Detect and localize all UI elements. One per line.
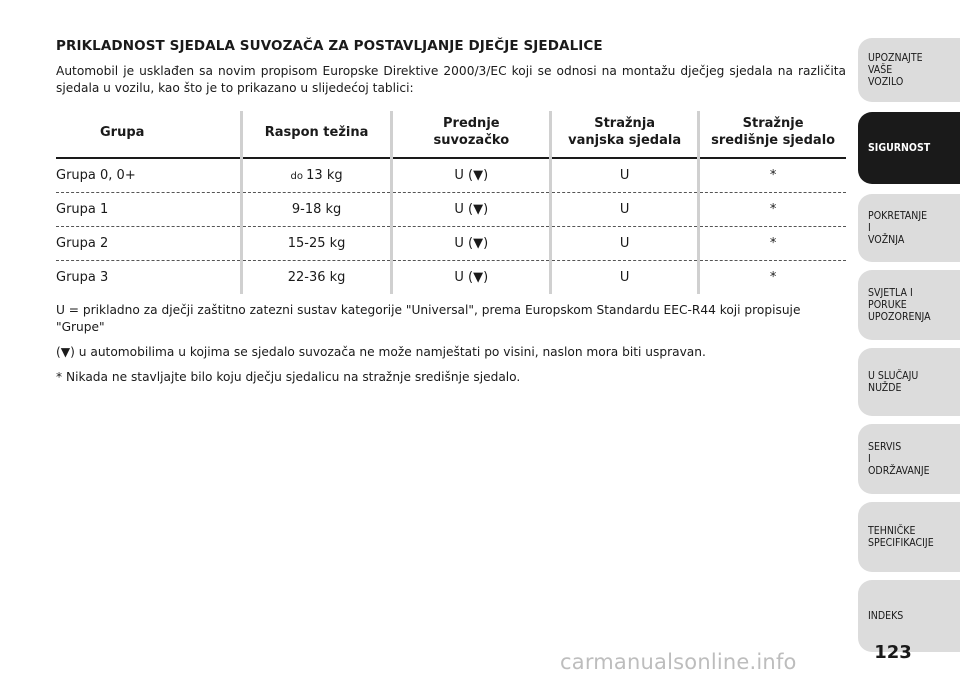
notes (56, 302, 846, 386)
tab-line: INDEKS (868, 610, 904, 622)
tab-tehnicke-specifikacije[interactable] (858, 502, 960, 572)
tab-line: I (868, 222, 871, 234)
cell-front: U (▼) (392, 193, 551, 227)
section-title: PRIKLADNOST SJEDALA SUVOZAČA ZA POSTAVLJANJE DJEČJE SJEDALICE (56, 38, 603, 54)
header-weight: Raspon težina (241, 111, 392, 158)
note-star: * Nikada ne stavljajte bilo koju dječju sjedalicu na stražnje središnje sjedalo. (56, 370, 521, 384)
child-seat-suitability-table (56, 111, 846, 294)
intro-paragraph: Automobil je usklađen sa novim propisom Europske Direktive 2000/3/EC koji se odnosi na montažu dječjeg sjedala na različita sjedala u vozilu, kao što je to prikazano u slijedećoj tablici: (56, 64, 846, 95)
cell-weight (241, 227, 392, 261)
table-row (56, 261, 846, 295)
header-rear-center-line1: Stražnje (742, 116, 804, 131)
watermark: carmanualsonline.info (560, 650, 797, 674)
header-group: Grupa (100, 124, 145, 140)
cell-front: U (▼) (392, 158, 551, 193)
tab-line: SERVIS (868, 441, 902, 453)
cell-rear-outer: U (551, 227, 699, 261)
tab-u-slucaju-nuzde[interactable] (858, 348, 960, 416)
cell-rear-outer: U (551, 261, 699, 295)
cell-rear-outer: U (551, 193, 699, 227)
weight-value: 9-18 kg (291, 202, 342, 217)
cell-group: Grupa 0, 0+ (56, 168, 136, 183)
header-rear-outer-line1: Stražnja (594, 116, 656, 131)
table-header-row (56, 111, 846, 158)
tab-line: SIGURNOST (868, 142, 931, 154)
table-row (56, 158, 846, 193)
cell-rear-outer: U (551, 158, 699, 193)
tab-line: VOŽNJA (868, 234, 905, 246)
cell-rear-center: * (699, 158, 846, 193)
cell-weight (241, 261, 392, 295)
note-triangle: (▼) u automobilima u kojima se sjedalo suvozača ne može namještati po visini, naslon mora biti uspravan. (56, 345, 706, 359)
tab-line: ODRŽAVANJE (868, 465, 930, 477)
tab-line: SPECIFIKACIJE (868, 537, 934, 549)
tab-svjetla-i-poruke[interactable] (858, 270, 960, 340)
tab-line: I (868, 453, 871, 465)
table-row (56, 227, 846, 261)
tab-line: TEHNIČKE (868, 525, 916, 537)
header-rear-center (699, 111, 846, 158)
weight-value: 22-36 kg (287, 270, 346, 285)
tab-sigurnost[interactable] (858, 112, 960, 184)
tab-line: POKRETANJE (868, 210, 928, 222)
tab-line: VOZILO (868, 76, 904, 88)
cell-group: Grupa 3 (56, 270, 109, 285)
tab-line: UPOZORENJA (868, 311, 931, 323)
cell-front: U (▼) (392, 227, 551, 261)
tab-servis-i-odrzavanje[interactable] (858, 424, 960, 494)
tab-line: PORUKE (868, 299, 907, 311)
tab-pokretanje-i-voznja[interactable] (858, 194, 960, 262)
weight-value: 13 kg (306, 168, 343, 183)
tab-line: SVJETLA I (868, 287, 913, 299)
header-rear-outer-line2: vanjska sjedala (568, 133, 682, 148)
header-rear-center-line2: središnje sjedalo (711, 133, 836, 148)
cell-group: Grupa 2 (56, 236, 109, 251)
tab-line: U SLUČAJU (868, 370, 919, 382)
cell-rear-center: * (699, 193, 846, 227)
tab-line: UPOZNAJTE (868, 52, 923, 64)
header-rear-outer (551, 111, 699, 158)
tab-upoznajte-vase-vozilo[interactable] (858, 38, 960, 102)
table-row (56, 193, 846, 227)
main-content (56, 38, 846, 394)
cell-group: Grupa 1 (56, 202, 109, 217)
note-universal: U = prikladno za dječji zaštitno zatezni sustav kategorije "Universal", prema Europskom Standardu EEC-R44 koji propisuje "Grupe" (56, 303, 801, 334)
weight-value: 15-25 kg (287, 236, 346, 251)
cell-rear-center: * (699, 227, 846, 261)
cell-weight (241, 193, 392, 227)
tab-line: VAŠE (868, 64, 893, 76)
header-front-line1: Prednje (443, 116, 500, 131)
cell-front: U (▼) (392, 261, 551, 295)
header-front-passenger (392, 111, 551, 158)
tab-line: NUŽDE (868, 382, 902, 394)
page-number: 123 (874, 642, 912, 663)
cell-rear-center: * (699, 261, 846, 295)
header-front-line2: suvozačko (433, 133, 510, 148)
cell-weight (241, 158, 392, 193)
weight-prefix: do (290, 171, 307, 182)
